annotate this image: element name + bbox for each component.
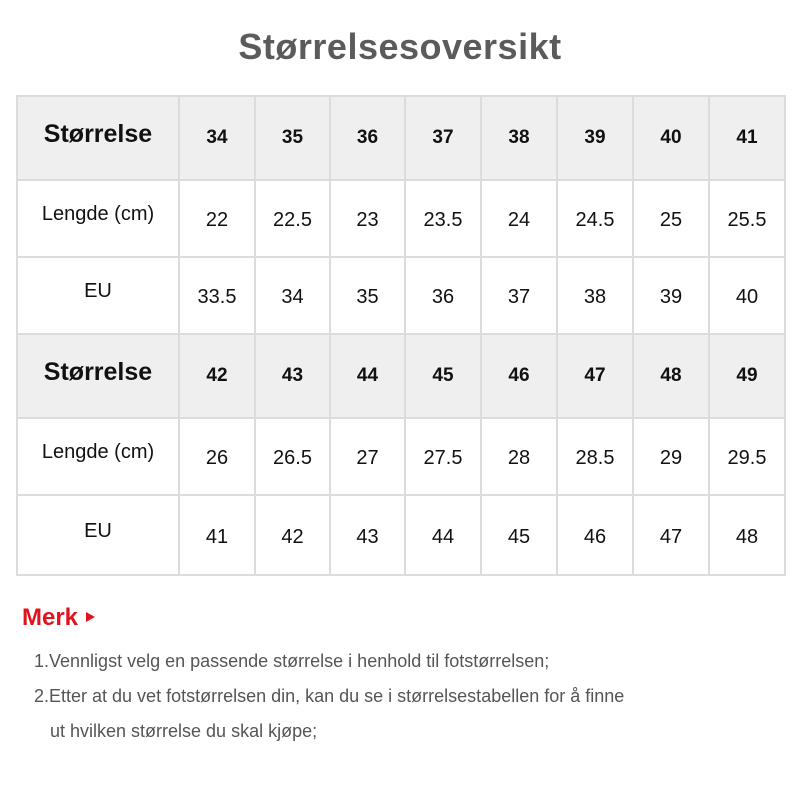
eu-cell: 43 — [330, 495, 405, 575]
length-cell: 28 — [481, 418, 557, 495]
note-heading — [22, 604, 95, 632]
size-header-row — [17, 96, 785, 180]
length-cell: 27.5 — [405, 418, 481, 495]
size-cell: 48 — [633, 334, 709, 418]
note-line-2: 2.Etter at du vet fotstørrelsen din, kan du se i størrelsestabellen for å finne — [34, 686, 625, 706]
note-line-1: 1.Vennligst velg en passende størrelse i henhold til fotstørrelsen; — [34, 651, 550, 671]
size-cell: 46 — [481, 334, 557, 418]
eu-cell: 40 — [709, 257, 785, 334]
size-cell: 44 — [330, 334, 405, 418]
eu-cell: 36 — [405, 257, 481, 334]
length-cell: 26 — [179, 418, 255, 495]
length-cell: 22 — [179, 180, 255, 257]
eu-row — [17, 495, 785, 575]
row-label-eu: EU — [17, 257, 179, 334]
arrow-right-icon — [86, 612, 95, 622]
length-cell: 23.5 — [405, 180, 481, 257]
row-label-size: Størrelse — [17, 96, 179, 180]
size-chart-table — [16, 95, 786, 576]
length-cell: 22.5 — [255, 180, 330, 257]
size-cell: 43 — [255, 334, 330, 418]
length-cell: 28.5 — [557, 418, 633, 495]
size-cell: 37 — [405, 96, 481, 180]
length-row — [17, 180, 785, 257]
length-cell: 29 — [633, 418, 709, 495]
length-cell: 25.5 — [709, 180, 785, 257]
eu-cell: 45 — [481, 495, 557, 575]
eu-cell: 34 — [255, 257, 330, 334]
length-cell: 26.5 — [255, 418, 330, 495]
size-cell: 47 — [557, 334, 633, 418]
size-cell: 42 — [179, 334, 255, 418]
eu-cell: 42 — [255, 495, 330, 575]
eu-cell: 33.5 — [179, 257, 255, 334]
page-title: Størrelsesoversikt — [238, 26, 562, 67]
eu-cell: 37 — [481, 257, 557, 334]
size-cell: 49 — [709, 334, 785, 418]
row-label-length: Lengde (cm) — [17, 418, 179, 495]
length-cell: 23 — [330, 180, 405, 257]
note-heading-label: Merk — [22, 604, 79, 631]
eu-cell: 38 — [557, 257, 633, 334]
eu-cell: 35 — [330, 257, 405, 334]
size-cell: 39 — [557, 96, 633, 180]
size-cell: 45 — [405, 334, 481, 418]
size-cell: 35 — [255, 96, 330, 180]
size-header-row — [17, 334, 785, 418]
length-cell: 24.5 — [557, 180, 633, 257]
length-row — [17, 418, 785, 495]
eu-cell: 48 — [709, 495, 785, 575]
eu-cell: 39 — [633, 257, 709, 334]
size-cell: 40 — [633, 96, 709, 180]
length-cell: 25 — [633, 180, 709, 257]
length-cell: 29.5 — [709, 418, 785, 495]
row-label-eu: EU — [17, 495, 179, 575]
size-cell: 41 — [709, 96, 785, 180]
note-line-2-continued: ut hvilken størrelse du skal kjøpe; — [50, 721, 318, 741]
length-cell: 24 — [481, 180, 557, 257]
size-cell: 36 — [330, 96, 405, 180]
size-cell: 38 — [481, 96, 557, 180]
eu-cell: 41 — [179, 495, 255, 575]
eu-cell: 47 — [633, 495, 709, 575]
eu-cell: 46 — [557, 495, 633, 575]
eu-row — [17, 257, 785, 334]
eu-cell: 44 — [405, 495, 481, 575]
row-label-length: Lengde (cm) — [17, 180, 179, 257]
size-cell: 34 — [179, 96, 255, 180]
length-cell: 27 — [330, 418, 405, 495]
row-label-size: Størrelse — [17, 334, 179, 418]
